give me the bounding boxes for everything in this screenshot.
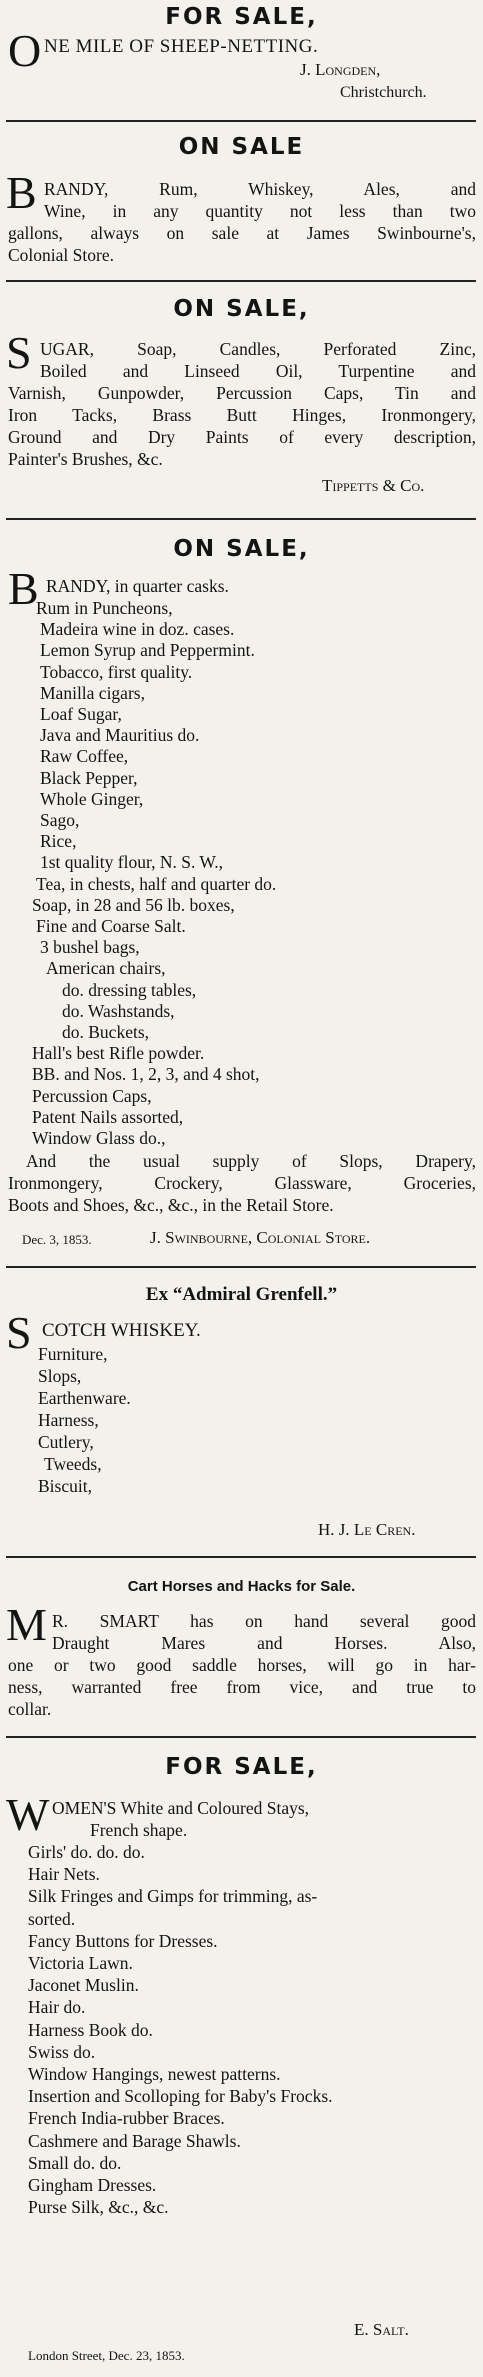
ad4-closing-1: And the usual supply of Slops, Drapery,	[26, 1151, 476, 1171]
ad7-list-item: Gingham Dresses.	[28, 2175, 157, 2195]
ad4-list-item: Madeira wine in doz. cases.	[40, 619, 235, 640]
divider-rule	[6, 1736, 476, 1738]
ad5-heading: Ex “Admiral Grenfell.”	[145, 1284, 338, 1305]
ad7-list-item: Hair do.	[28, 1997, 86, 2018]
ad4-list-item: do. Washstands,	[62, 1000, 175, 1021]
ad3-line-6: Painter's Brushes, &c.	[8, 449, 163, 469]
ad7-list-item: Purse Silk, &c., &c.	[28, 2197, 169, 2218]
ad2-heading: ON SALE	[178, 134, 305, 160]
ad7-list-item: Fancy Buttons for Dresses.	[28, 1930, 218, 1951]
ad1-heading: FOR SALE,	[165, 4, 318, 30]
ad4-list-item: Rice,	[40, 831, 77, 852]
divider-rule	[6, 1266, 476, 1268]
ad5-list-item: Biscuit,	[38, 1476, 92, 1496]
ad4-list-item: Rum in Puncheons,	[36, 598, 173, 618]
ad6-line-2: Draught Mares and Horses. Also,	[52, 1633, 476, 1653]
ad7-list-item: sorted.	[28, 1908, 76, 1929]
ad4-list-item: Fine and Coarse Salt.	[36, 916, 186, 936]
ad5-list-item: Earthenware.	[38, 1388, 131, 1408]
ad3-line-5: Ground and Dry Paints of every description,	[8, 427, 476, 447]
ad4-list-item: Manilla cigars,	[40, 682, 145, 703]
ad6-line-1: R. SMART has on hand several good	[52, 1611, 476, 1631]
ad4-list-item: Whole Ginger,	[40, 788, 144, 809]
ad4-list-item: Window Glass do.,	[32, 1128, 166, 1148]
ad7-heading: FOR SALE,	[165, 1754, 318, 1780]
ad3-line-4: Iron Tacks, Brass Butt Hinges, Ironmongery,	[8, 405, 476, 425]
ad2-line-1: RANDY, Rum, Whiskey, Ales, and	[44, 179, 476, 199]
ad4-list-item: do. Buckets,	[62, 1022, 150, 1042]
ad2-drop-cap: B	[6, 167, 37, 218]
ad4-list-item: Tobacco, first quality.	[40, 661, 193, 682]
ad4-list-item: Tea, in chests, half and quarter do.	[36, 873, 277, 894]
ad5-drop-cap: S	[6, 1307, 32, 1358]
ad4-list-item: Lemon Syrup and Peppermint.	[40, 640, 255, 661]
ad7-drop-cap: W	[6, 1789, 50, 1840]
ad2-line-3: gallons, always on sale at James Swinbourne's,	[8, 223, 476, 243]
ad7-date: London Street, Dec. 23, 1853.	[28, 2348, 185, 2363]
ad4-closing-3: Boots and Shoes, &c., &c., in the Retail Store.	[8, 1195, 334, 1215]
ad4-heading: ON SALE,	[173, 536, 310, 562]
ad4-list-item: Black Pepper,	[40, 767, 138, 788]
ad7-list-item: Harness Book do.	[28, 2019, 153, 2040]
ad5-signature: H. J. Le Cren.	[318, 1520, 416, 1539]
ad7-list-item: Window Hangings, newest patterns.	[28, 2064, 281, 2084]
ad4-list-item: Loaf Sugar,	[40, 704, 122, 724]
ad7-list-item: French India-rubber Braces.	[28, 2108, 225, 2129]
ad4-list-item: Soap, in 28 and 56 lb. boxes,	[32, 894, 235, 915]
divider-rule	[6, 280, 476, 282]
ad4-drop-cap: B	[8, 563, 39, 614]
ad6-line-3: one or two good saddle horses, will go in har-	[8, 1655, 476, 1675]
ad5-list-item: Cutlery,	[38, 1432, 94, 1452]
ad4-signature: J. Swinbourne, Colonial Store.	[150, 1228, 371, 1247]
ad1-signature-place: Christchurch.	[340, 84, 427, 101]
ad7-list-item: Silk Fringes and Gimps for trimming, as-	[28, 1886, 318, 1907]
divider-rule	[6, 518, 476, 520]
ad7-list-item: Jaconet Muslin.	[28, 1975, 139, 1996]
ad6-line-4: ness, warranted free from vice, and true to	[8, 1677, 476, 1697]
ad4-list-item: Percussion Caps,	[32, 1085, 152, 1106]
ad6-line-5: collar.	[8, 1699, 52, 1719]
divider-rule	[6, 1556, 476, 1558]
ad5-first-line: COTCH WHISKEY.	[42, 1320, 201, 1341]
ad4-list-item: Raw Coffee,	[40, 746, 129, 767]
ad3-heading: ON SALE,	[173, 296, 310, 322]
ad4-list-item: American chairs,	[46, 958, 166, 979]
ad4-list-item: 1st quality flour, N. S. W.,	[40, 852, 224, 873]
ad3-signature: Tippetts & Co.	[322, 476, 425, 495]
ad4-list-item: Sago,	[40, 810, 80, 830]
ad4-list-item: Java and Mauritius do.	[40, 725, 200, 746]
ad3-line-2: Boiled and Linseed Oil, Turpentine and	[40, 361, 476, 381]
ad7-list-item: Victoria Lawn.	[28, 1953, 133, 1973]
ad7-list-item: Small do. do.	[28, 2152, 122, 2173]
ad4-list-item: BB. and Nos. 1, 2, 3, and 4 shot,	[32, 1064, 260, 1085]
ad5-list-item: Tweeds,	[44, 1454, 102, 1474]
ad4-list-item: do. dressing tables,	[62, 979, 197, 1000]
ad1-signature-name: J. Longden,	[300, 60, 381, 79]
ad1-drop-cap: O	[8, 25, 42, 76]
ad4-list-item: 3 bushel bags,	[40, 937, 140, 958]
ad6-heading: Cart Horses and Hacks for Sale.	[127, 1578, 356, 1595]
ad2-line-4: Colonial Store.	[8, 245, 114, 265]
ad2-line-2: Wine, in any quantity not less than two	[44, 201, 476, 221]
ad7-list-item: Insertion and Scolloping for Baby's Frocks.	[28, 2086, 333, 2107]
ad7-signature: E. Salt.	[354, 2320, 409, 2339]
ad4-closing-2: Ironmongery, Crockery, Glassware, Groceries,	[8, 1173, 476, 1193]
ad4-first-line: RANDY, in quarter casks.	[46, 576, 229, 596]
ad7-first-line: OMEN'S White and Coloured Stays,	[52, 1798, 310, 1818]
ad3-line-1: UGAR, Soap, Candles, Perforated Zinc,	[40, 339, 476, 359]
ad7-list-item: Hair Nets.	[28, 1864, 100, 1885]
ad7-list-item: Girls' do. do. do.	[28, 1842, 145, 1862]
ad6-drop-cap: M	[6, 1599, 47, 1650]
ad3-drop-cap: S	[6, 327, 32, 378]
ad3-line-3: Varnish, Gunpowder, Percussion Caps, Tin and	[8, 383, 476, 403]
ad4-list-item: Hall's best Rifle powder.	[32, 1043, 205, 1064]
ad7-list-item: Swiss do.	[28, 2041, 96, 2062]
ad4-list-item: Patent Nails assorted,	[32, 1106, 184, 1127]
ad5-list-item: Slops,	[38, 1366, 82, 1386]
ad5-list-item: Harness,	[38, 1410, 99, 1430]
divider-rule	[6, 120, 476, 122]
ad7-second-line: French shape.	[90, 1820, 188, 1840]
ad4-date: Dec. 3, 1853.	[22, 1232, 92, 1247]
ad1-body: NE MILE OF SHEEP-NETTING.	[44, 36, 319, 57]
ad7-list-item: Cashmere and Barage Shawls.	[28, 2130, 241, 2151]
ad5-list-item: Furniture,	[38, 1344, 108, 1364]
